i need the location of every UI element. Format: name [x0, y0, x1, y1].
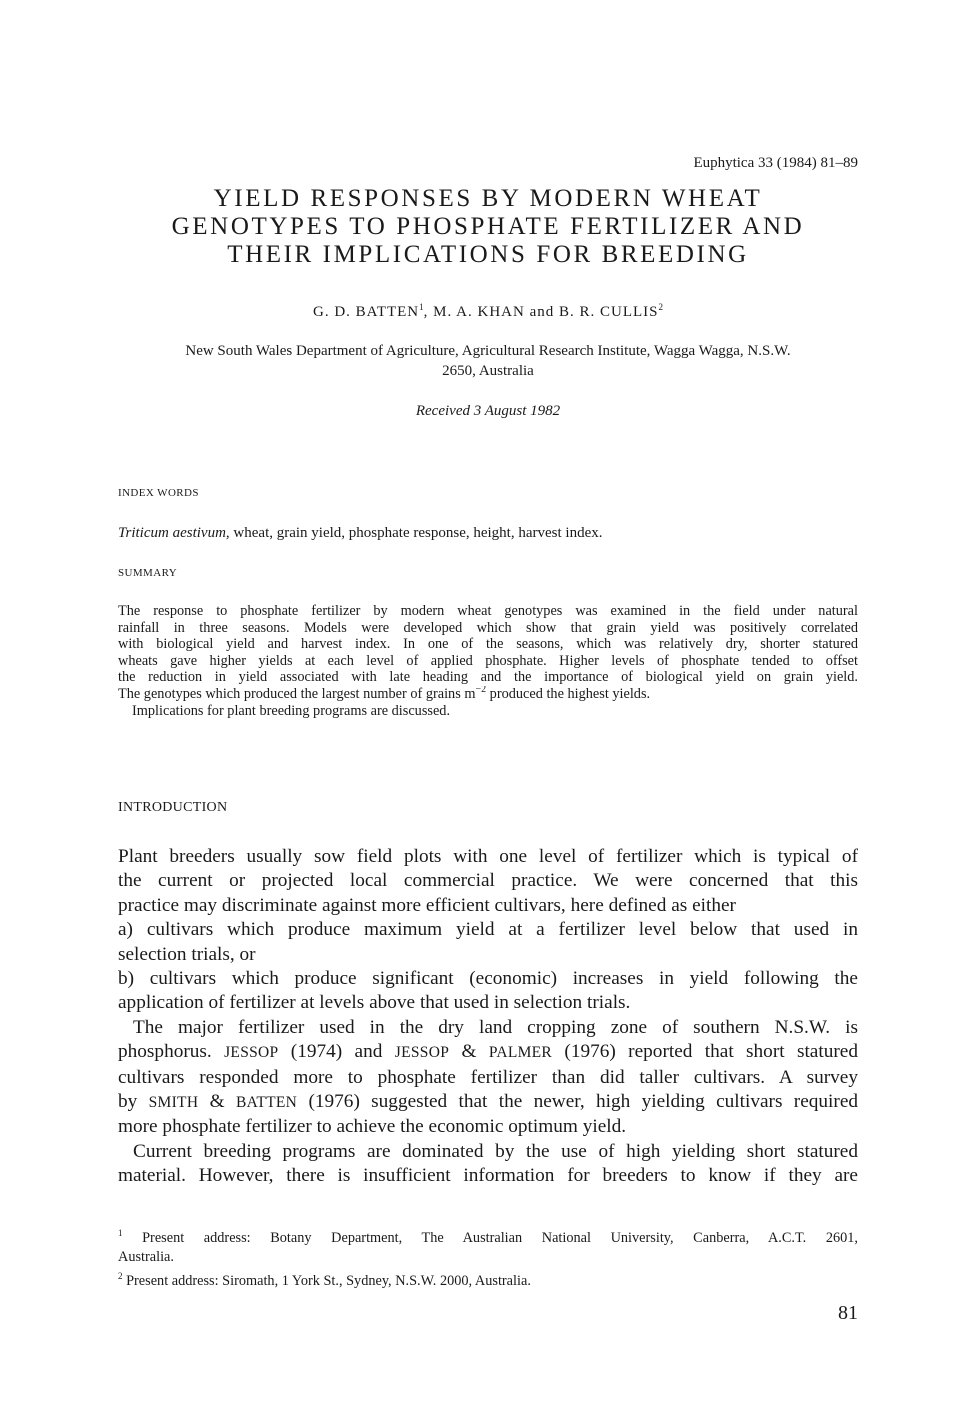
author-list: [0, 302, 976, 321]
affiliation-line: New South Wales Department of Agriculture, Agricultural Research Institute, Wagga Wagga, N.S.W.: [185, 343, 791, 359]
affiliation: [118, 341, 858, 381]
body-line: a) cultivars which produce maximum yield at a fertilizer level below that used in: [118, 919, 858, 941]
citation-author: SMITH: [148, 1094, 199, 1112]
footnote-2: [118, 1267, 858, 1291]
citation-author: PALMER: [488, 1044, 553, 1062]
journal-reference: Euphytica 33 (1984) 81–89: [693, 155, 858, 171]
footnote-text: Present address: Botany Department, The Australian National University, Canberra, A.C.T. 2601,: [122, 1229, 858, 1246]
author-batten: G. D. BATTEN: [312, 304, 420, 320]
title-line: YIELD RESPONSES BY MODERN WHEAT: [213, 185, 763, 212]
text-part: phosphorus.: [118, 1041, 225, 1063]
affiliation-line: 2650, Australia: [442, 363, 534, 379]
summary-line: The response to phosphate fertilizer by modern wheat genotypes was examined in the field under natural: [118, 603, 858, 619]
summary-text-part: produced the highest yields.: [486, 685, 651, 702]
body-line: cultivars responded more to phosphate fertilizer than did taller cultivars. A survey: [118, 1066, 858, 1088]
footnote-1: [118, 1224, 858, 1248]
text-part: (1974) and: [278, 1041, 395, 1063]
footnote-text: Present address: Siromath, 1 York St., Sydney, N.S.W. 2000, Australia.: [122, 1272, 531, 1289]
summary-line: rainfall in three seasons. Models were developed which show that grain yield was positively correlated: [118, 619, 858, 636]
received-date: Received 3 August 1982: [415, 403, 561, 419]
paper-title: [0, 185, 976, 269]
text-part: by: [118, 1091, 149, 1113]
body-line: selection trials, or: [118, 943, 256, 965]
keywords-text: wheat, grain yield, phosphate response, height, harvest index.: [229, 525, 603, 541]
footnote-mark: 1: [419, 302, 424, 312]
footnote-mark: 2: [118, 1270, 123, 1281]
body-line: [118, 1090, 858, 1115]
species-name: Triticum aestivum,: [118, 525, 230, 541]
body-line: the current or projected local commercial practice. We were concerned that this: [118, 870, 858, 892]
summary-line: with biological yield and harvest index. In one of the seasons, which was relatively dry, shorter statured: [118, 636, 858, 653]
summary-line: Implications for plant breeding programs are discussed.: [132, 702, 451, 719]
index-words-heading: INDEX WORDS: [118, 487, 199, 499]
text-part: (1976) reported that short statured: [552, 1041, 858, 1063]
footnote-1-continued: Australia.: [118, 1248, 174, 1265]
title-line: GENOTYPES TO PHOSPHATE FERTILIZER AND: [171, 213, 805, 240]
body-line: b) cultivars which produce significant (economic) increases in yield following the: [118, 968, 858, 990]
body-line: Plant breeders usually sow field plots with one level of fertilizer which is typical of: [118, 846, 858, 867]
footnote-mark: 2: [658, 302, 663, 312]
body-line: application of fertilizer at levels above that used in selection trials.: [118, 992, 631, 1014]
footnote-mark: 1: [118, 1228, 123, 1238]
summary-line: [118, 686, 858, 703]
title-line: THEIR IMPLICATIONS FOR BREEDING: [227, 241, 749, 268]
body-line: The major fertilizer used in the dry land cropping zone of southern N.S.W. is: [133, 1016, 858, 1038]
introduction-body: [118, 845, 858, 1189]
body-line: more phosphate fertilizer to achieve the economic optimum yield.: [118, 1116, 627, 1138]
footnotes: [118, 1224, 858, 1291]
body-line: material. However, there is insufficient information for breeders to know if they are: [118, 1165, 858, 1187]
text-part: (1976) suggested that the newer, high yielding cultivars required: [297, 1091, 858, 1113]
text-part: &: [449, 1041, 489, 1063]
summary-line: the reduction in yield associated with late heading and the importance of biological yield on grain yield.: [118, 669, 858, 686]
citation-author: JESSOP: [224, 1044, 279, 1062]
index-words: [118, 525, 858, 542]
summary-line: wheats gave higher yields at each level of applied phosphate. Higher levels of phosphate tended to offset: [118, 652, 858, 669]
body-line: practice may discriminate against more efficient cultivars, here defined as either: [118, 894, 736, 916]
summary-text-part: The genotypes which produced the largest number of grains m: [118, 685, 476, 702]
exponent: −2: [475, 685, 487, 696]
author-khan-cullis: , M. A. KHAN and B. R. CULLIS: [423, 304, 659, 320]
body-line: [118, 1040, 858, 1065]
summary-heading: SUMMARY: [118, 567, 178, 579]
introduction-heading: INTRODUCTION: [118, 800, 228, 815]
text-part: &: [198, 1091, 236, 1113]
body-line: Current breeding programs are dominated by the use of high yielding short statured: [133, 1140, 858, 1162]
summary-text: [118, 603, 858, 719]
citation-author: BATTEN: [235, 1094, 298, 1112]
page-number: 81: [838, 1302, 858, 1324]
citation-author: JESSOP: [394, 1044, 450, 1062]
